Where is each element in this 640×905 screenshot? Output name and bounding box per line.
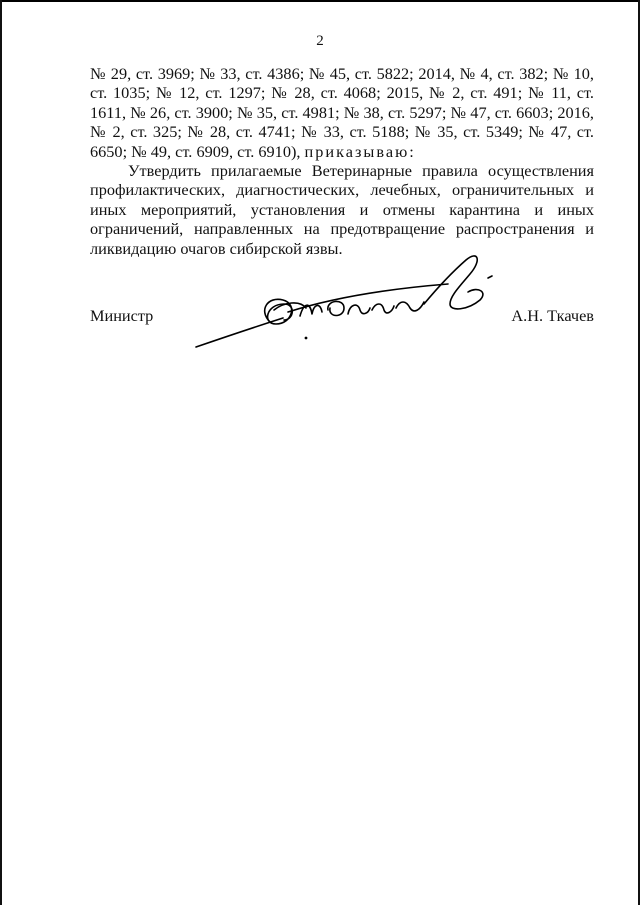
document-body	[90, 64, 594, 258]
order-paragraph: Утвердить прилагаемые Ветеринарные правила осуществления профилактических, диагностических, лечебных, ограничительных и иных мероприятий, установления и отмены карантина и иных ограничений, направленных на предотвращение распространения и ликвидацию очагов сибирской язвы.	[90, 161, 594, 258]
references-paragraph	[90, 64, 594, 161]
handwritten-signature-icon	[188, 252, 498, 357]
scan-border-top	[0, 0, 640, 2]
page-number: 2	[316, 33, 324, 49]
references-text: № 29, ст. 3969; № 33, ст. 4386; № 45, ст. 5822; 2014, № 4, ст. 382; № 10, ст. 1035; № 12, ст. 1297; № 28, ст. 4068; 2015, № 2, ст. 491; № 11, ст. 1611, № 26, ст. 3900; № 35, ст. 4981; № 38, ст. 5297; № 47, ст. 6603; 2016, № 2, ст. 325; № 28, ст. 4741; № 33, ст. 5188; № 35, ст. 5349; № 47, ст. 6650; № 49, ст. 6909, ст. 6910),	[90, 64, 594, 161]
signatory-title: Министр	[90, 306, 154, 325]
scan-border-left	[0, 0, 2, 905]
signatory-name: А.Н. Ткачев	[511, 306, 594, 325]
order-word: приказываю:	[304, 141, 416, 161]
